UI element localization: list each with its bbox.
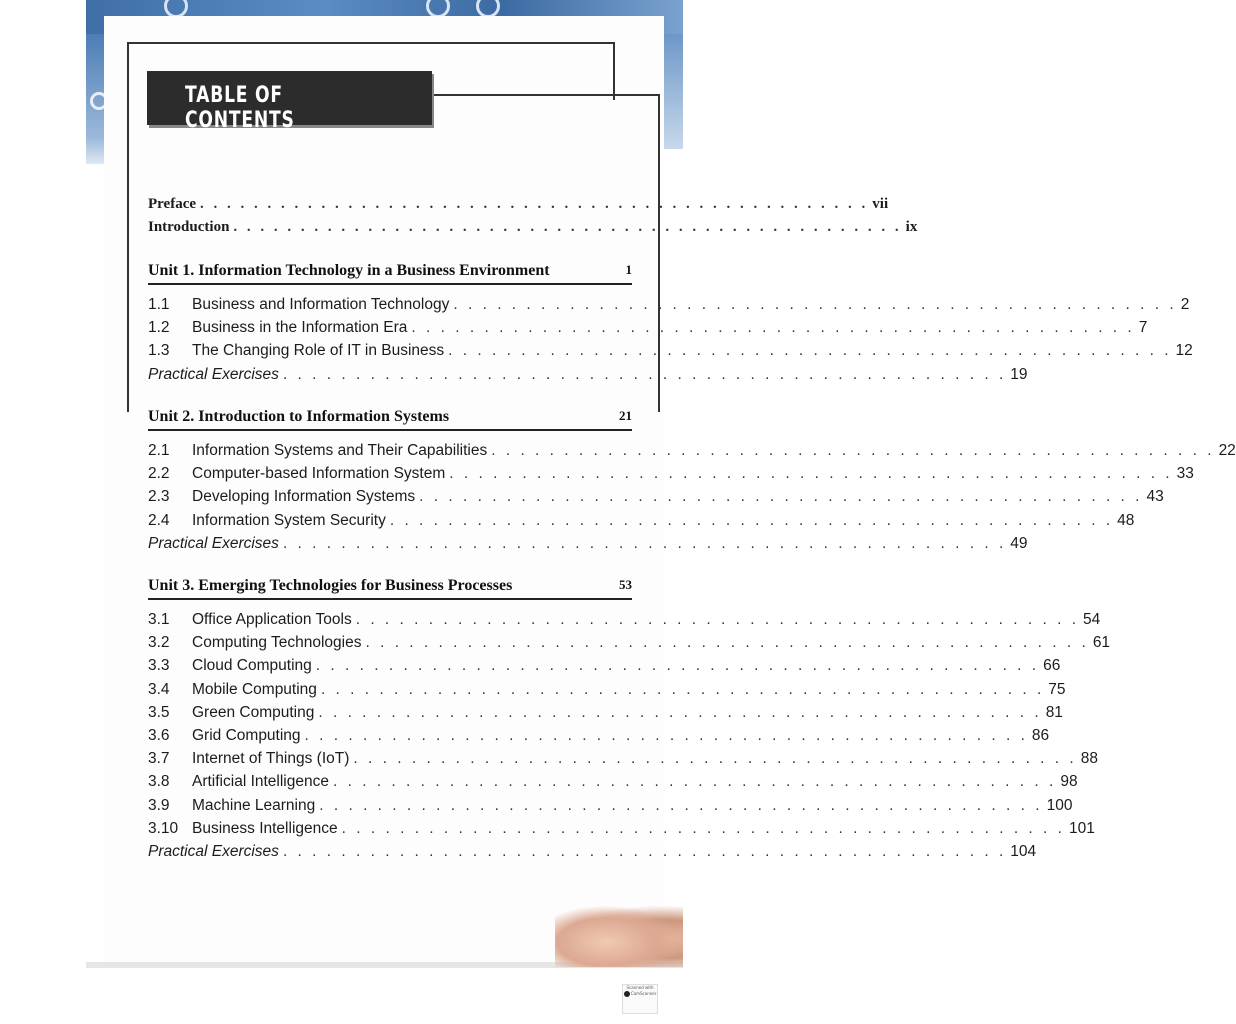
page-number: 43 [1146,488,1164,505]
toc-entry [148,773,1078,793]
dot-leader: . . . . . . . . . . . . . . . . . . . . . . . . . . . . . . . . . . . . . . . . . . . . . . . . . . [491,442,1215,459]
toc-entry [148,512,1135,532]
page-number: 88 [1080,750,1098,767]
entry-title: Introduction [148,219,230,235]
section-number: 2.1 [148,442,170,459]
dot-leader: . . . . . . . . . . . . . . . . . . . . . . . . . . . . . . . . . . . . . . . . . . . . . . . . . . [341,820,1065,837]
entry-title: Mobile Computing [192,681,317,698]
toc-heading: TABLE OF CONTENTS [185,83,295,133]
section-number: 2.2 [148,465,170,482]
toc-entry [148,488,1164,508]
unit-heading [148,408,632,431]
entry-title: Business Intelligence [192,820,338,837]
entry-title: Internet of Things (IoT) [192,750,350,767]
frame-line [127,42,129,412]
page-number: 86 [1031,727,1050,744]
dot-leader: . . . . . . . . . . . . . . . . . . . . . . . . . . . . . . . . . . . . . . . . . . . . . . . . . . [411,319,1135,336]
page-number: 61 [1092,634,1111,651]
entry-title: Machine Learning [192,797,316,814]
frame-line [613,42,615,100]
page-number: 33 [1176,465,1194,482]
page-number: 7 [1138,319,1148,336]
camscanner-logo-icon [624,991,630,997]
unit-page-number: 53 [619,577,632,592]
entry-title: Grid Computing [192,727,301,744]
dot-leader: . . . . . . . . . . . . . . . . . . . . . . . . . . . . . . . . . . . . . . . . . . . . . . . . . . [449,465,1173,482]
dot-leader: . . . . . . . . . . . . . . . . . . . . . . . . . . . . . . . . . . . . . . . . . . . . . . . . . . [319,797,1043,814]
scanner-badge-line2: CamScanner [630,991,657,996]
toc-entry [148,797,1073,817]
page-number: 22 [1218,442,1236,459]
section-number: 1.3 [148,342,170,359]
page-number: 104 [1010,843,1037,860]
page-number: ix [905,219,918,235]
entry-title: Computing Technologies [192,634,362,651]
entry-title: The Changing Role of IT in Business [192,342,445,359]
toc-entry [148,750,1098,770]
page-number: 98 [1060,773,1078,790]
entry-title: Cloud Computing [192,657,312,674]
toc-entry [148,611,1101,631]
dot-leader: . . . . . . . . . . . . . . . . . . . . . . . . . . . . . . . . . . . . . . . . . . . . . . . . . . [332,773,1057,790]
toc-entry [148,727,1050,747]
page-number: 12 [1175,342,1193,359]
dot-leader: . . . . . . . . . . . . . . . . . . . . . . . . . . . . . . . . . . . . . . . . . . . . . . . . . . [355,611,1080,628]
dot-leader: . . . . . . . . . . . . . . . . . . . . . . . . . . . . . . . . . . . . . . . . . . . . . . . . . . [318,704,1042,721]
entry-title: Business and Information Technology [192,296,450,313]
entry-title: Artificial Intelligence [192,773,329,790]
toc-entry [148,634,1111,654]
entry-title: Green Computing [192,704,315,721]
toc-entry [148,319,1148,339]
page-number: 81 [1045,704,1063,721]
frame-line [432,94,659,96]
toc-entry [148,296,1190,316]
page-number: 100 [1046,797,1073,814]
dot-leader: . . . . . . . . . . . . . . . . . . . . . . . . . . . . . . . . . . . . . . . . . . . . . . . . . . [448,342,1172,359]
thumb-photo [555,905,683,967]
front-matter-entry [148,219,918,239]
section-number: 3.10 [148,820,179,837]
entry-title: Practical Exercises [148,366,279,383]
entry-title: Information Systems and Their Capabilities [192,442,488,459]
frame-line [128,42,614,44]
page-number: 48 [1117,512,1135,529]
page-number: 19 [1010,366,1028,383]
toc-entry [148,465,1194,485]
dot-leader: . . . . . . . . . . . . . . . . . . . . . . . . . . . . . . . . . . . . . . . . . . . . . . . . . . [389,512,1114,529]
front-matter-entry [148,196,889,216]
section-number: 3.2 [148,634,170,651]
section-number: 3.6 [148,727,170,744]
section-number: 2.3 [148,488,170,505]
unit-heading [148,577,632,600]
dot-leader: . . . . . . . . . . . . . . . . . . . . . . . . . . . . . . . . . . . . . . . . . . . . . . . . . . [315,657,1040,674]
entry-title: Developing Information Systems [192,488,416,505]
page-number: 75 [1048,681,1066,698]
practical-exercises-entry [148,843,1037,863]
dot-leader: . . . . . . . . . . . . . . . . . . . . . . . . . . . . . . . . . . . . . . . . . . . . . . . . . . [353,750,1077,767]
dot-leader: . . . . . . . . . . . . . . . . . . . . . . . . . . . . . . . . . . . . . . . . . . . . . . . . . . [453,296,1177,313]
entry-title: Office Application Tools [192,611,352,628]
entry-title: Information System Security [192,512,386,529]
page-number: 101 [1068,820,1095,837]
toc-entry [148,442,1236,462]
toc-entry [148,681,1066,701]
section-number: 3.7 [148,750,170,767]
dot-leader: . . . . . . . . . . . . . . . . . . . . . . . . . . . . . . . . . . . . . . . . . . . . . . . . . . [365,634,1089,651]
dot-leader: . . . . . . . . . . . . . . . . . . . . . . . . . . . . . . . . . . . . . . . . . . . . . . . . . . [320,681,1045,698]
toc-heading-box [147,71,432,133]
section-number: 1.2 [148,319,170,336]
toc-entry [148,657,1061,677]
entry-title: Practical Exercises [148,843,279,860]
section-number: 3.5 [148,704,170,721]
dot-leader: . . . . . . . . . . . . . . . . . . . . . . . . . . . . . . . . . . . . . . . . . . . . . . . . . . [282,366,1007,383]
dot-leader: . . . . . . . . . . . . . . . . . . . . . . . . . . . . . . . . . . . . . . . . . . . . . . . . . . [419,488,1143,505]
toc-entry [148,704,1063,724]
unit-title: Unit 2. Introduction to Information Systems [148,408,450,425]
section-number: 2.4 [148,512,170,529]
practical-exercises-entry [148,366,1028,386]
dot-leader: . . . . . . . . . . . . . . . . . . . . . . . . . . . . . . . . . . . . . . . . . . . . . . . . . . [282,843,1007,860]
dot-leader: . . . . . . . . . . . . . . . . . . . . . . . . . . . . . . . . . . . . . . . . . . . . . . . . . . [282,535,1007,552]
page-number: 54 [1083,611,1101,628]
page-number: 66 [1043,657,1061,674]
toc-entry [148,820,1095,840]
entry-title: Preface [148,196,197,212]
entry-title: Practical Exercises [148,535,279,552]
section-number: 3.3 [148,657,170,674]
page-number: 49 [1010,535,1028,552]
unit-page-number: 21 [619,408,632,423]
section-number: 3.4 [148,681,170,698]
page-number: 2 [1180,296,1190,313]
scanner-badge [622,984,658,1014]
unit-heading [148,262,632,285]
section-number: 3.8 [148,773,170,790]
dot-leader: . . . . . . . . . . . . . . . . . . . . . . . . . . . . . . . . . . . . . . . . . . . . . . . . . . [200,196,869,212]
unit-page-number: 1 [625,262,632,277]
unit-title: Unit 1. Information Technology in a Business Environment [148,262,550,279]
section-number: 3.9 [148,797,170,814]
toc-entry [148,342,1193,362]
entry-title: Computer-based Information System [192,465,446,482]
section-number: 1.1 [148,296,170,313]
entry-title: Business in the Information Era [192,319,408,336]
frame-line [658,94,660,412]
section-number: 3.1 [148,611,170,628]
scanner-badge-line1: Scanned with [626,985,654,990]
page-number: vii [872,196,889,212]
dot-leader: . . . . . . . . . . . . . . . . . . . . . . . . . . . . . . . . . . . . . . . . . . . . . . . . . . [304,727,1028,744]
practical-exercises-entry [148,535,1028,555]
unit-title: Unit 3. Emerging Technologies for Business Processes [148,577,513,594]
dot-leader: . . . . . . . . . . . . . . . . . . . . . . . . . . . . . . . . . . . . . . . . . . . . . . . . . . [233,219,902,235]
